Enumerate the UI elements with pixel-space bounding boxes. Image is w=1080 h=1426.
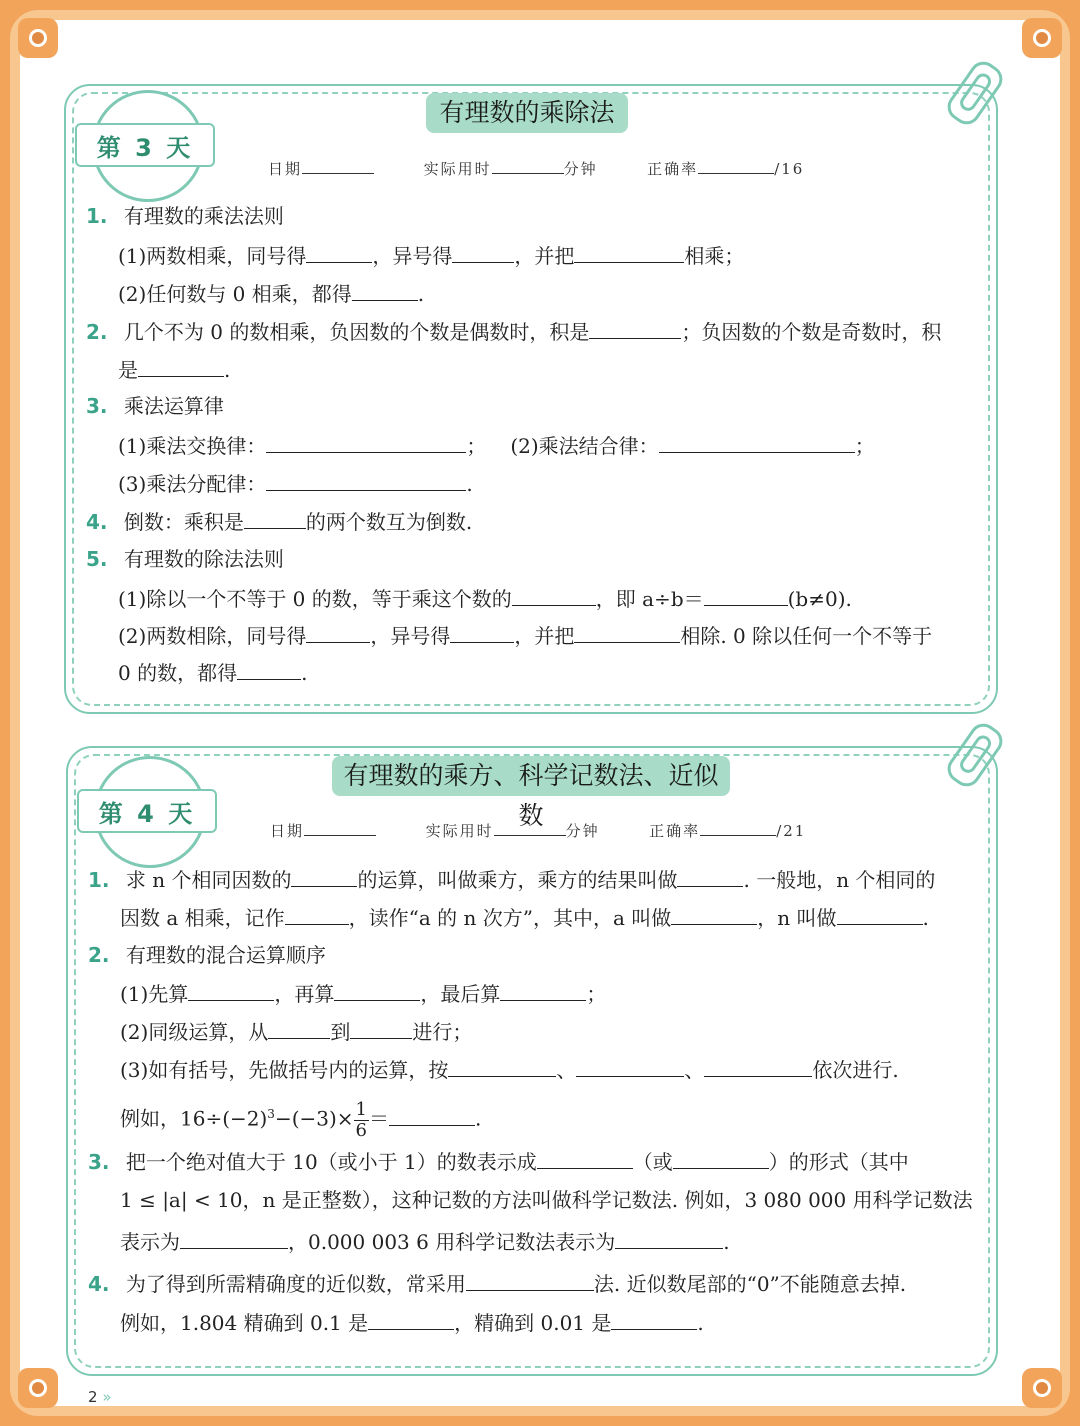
day4-item-2 <box>88 942 326 968</box>
corner-ring-icon <box>18 18 58 58</box>
text: 的运算，叫做乘方，乘方的结果叫做 <box>357 868 678 892</box>
day4-item-3c <box>120 1228 730 1255</box>
time-blank <box>494 821 566 836</box>
text: . <box>301 661 308 685</box>
day4-badge-label: 第 4 天 <box>98 799 196 828</box>
date-blank <box>302 159 374 174</box>
answer-blank <box>285 904 349 925</box>
text: ，精确到 0.01 是 <box>454 1311 612 1335</box>
text: 、 <box>556 1058 577 1082</box>
text: 0 的数，都得 <box>118 661 238 685</box>
text: 有理数的除法法则 <box>123 547 284 571</box>
text: 乘法运算律 <box>123 394 224 418</box>
answer-blank <box>512 585 596 606</box>
answer-blank <box>306 242 372 263</box>
item-number: 1. <box>88 868 110 892</box>
answer-blank <box>448 1056 556 1077</box>
accuracy-label: 正确率 <box>649 822 701 840</box>
day4-item-2c <box>120 1056 899 1083</box>
text: ；负因数的个数是奇数时，积 <box>681 320 942 344</box>
day3-badge-label: 第 3 天 <box>96 133 194 162</box>
day4-item-1 <box>88 866 935 893</box>
text: ； <box>854 434 875 458</box>
answer-blank <box>268 1018 330 1039</box>
answer-blank <box>180 1228 288 1249</box>
answer-blank <box>589 318 681 339</box>
item-number: 3. <box>88 1150 110 1174</box>
text: ，n 叫做 <box>757 906 837 930</box>
answer-blank <box>237 659 301 680</box>
answer-blank <box>266 470 466 491</box>
text: 的两个数互为倒数. <box>305 510 473 534</box>
day4-item-2b <box>120 1018 472 1045</box>
fraction <box>354 1100 369 1141</box>
fraction-numerator: 1 <box>355 1098 367 1120</box>
text: ，异号得 <box>370 624 451 648</box>
text: (3)乘法分配律： <box>118 472 267 496</box>
text: 因数 a 相乘，记作 <box>120 906 285 930</box>
next-arrow-icon: » <box>102 1388 112 1406</box>
text: 到 <box>330 1020 351 1044</box>
answer-blank <box>450 622 514 643</box>
corner-ring-icon <box>18 1368 58 1408</box>
text: (1)两数相乘，同号得 <box>118 244 307 268</box>
accuracy-total: /16 <box>774 160 805 178</box>
day3-item-3 <box>86 393 224 419</box>
text: 为了得到所需精确度的近似数，常采用 <box>125 1272 466 1296</box>
day4-item-4 <box>88 1270 906 1297</box>
answer-blank <box>659 432 855 453</box>
accuracy-label: 正确率 <box>647 160 699 178</box>
answer-blank <box>306 622 370 643</box>
day3-item-3b <box>118 470 473 497</box>
text: (2)任何数与 0 相乘，都得 <box>118 282 352 306</box>
fraction-denominator: 6 <box>355 1119 367 1141</box>
text: ，最后算 <box>420 982 501 1006</box>
day4-item-3b <box>120 1187 973 1213</box>
answer-blank <box>334 980 420 1001</box>
answer-blank <box>138 356 224 377</box>
day4-title: 有理数的乘方、科学记数法、近似数 <box>332 756 730 796</box>
corner-ring-icon <box>1022 1368 1062 1408</box>
text: 1 ≤ |a| < 10，n 是正整数），这种记数的方法叫做科学记数法. 例如，3 080 000 用科学记数法 <box>120 1188 973 1212</box>
time-label: 实际用时 <box>425 822 494 840</box>
item-number: 3. <box>86 394 108 418</box>
item-number: 2. <box>88 943 110 967</box>
text: （或 <box>632 1150 673 1174</box>
text: 、 <box>684 1058 705 1082</box>
text: 几个不为 0 的数相乘，负因数的个数是偶数时，积是 <box>123 320 590 344</box>
day3-item-1b <box>118 280 424 307</box>
text: (1)先算 <box>120 982 189 1006</box>
text: . <box>697 1311 704 1335</box>
text: 法. 近似数尾部的“0”不能随意去掉. <box>593 1272 907 1296</box>
page-number <box>88 1388 112 1406</box>
text: 例如，16÷(−2) <box>120 1106 268 1131</box>
text: −(−3)× <box>274 1106 354 1131</box>
day3-item-1a <box>118 242 744 269</box>
time-blank <box>492 159 564 174</box>
answer-blank <box>673 1148 769 1169</box>
answer-blank <box>368 1309 454 1330</box>
answer-blank <box>291 866 357 887</box>
item-number: 4. <box>86 510 108 534</box>
text: 进行； <box>412 1020 473 1044</box>
text: 倒数：乘积是 <box>123 510 244 534</box>
day3-meta <box>268 158 804 179</box>
text: ，读作“a 的 n 次方”，其中，a 叫做 <box>348 906 672 930</box>
item-number: 5. <box>86 547 108 571</box>
answer-blank <box>537 1148 633 1169</box>
day3-item-5 <box>86 546 284 572</box>
text: ）的形式（其中 <box>768 1150 909 1174</box>
day3-item-2 <box>86 318 941 345</box>
corner-ring-icon <box>1022 18 1062 58</box>
exponent: 3 <box>267 1107 275 1121</box>
text: 相乘； <box>684 244 745 268</box>
text: 例如，1.804 精确到 0.1 是 <box>120 1311 369 1335</box>
answer-blank <box>266 432 466 453</box>
answer-blank <box>671 904 757 925</box>
item-text: 有理数的乘法法则 <box>123 204 284 228</box>
text: 相除. 0 除以任何一个不等于 <box>680 624 933 648</box>
text: (2)同级运算，从 <box>120 1020 269 1044</box>
text: . <box>466 472 473 496</box>
day4-item-2a <box>120 980 606 1007</box>
answer-blank <box>352 280 418 301</box>
text: 表示为 <box>120 1230 180 1254</box>
date-blank <box>304 821 376 836</box>
day3-badge <box>92 90 204 202</box>
text: 依次进行. <box>812 1058 899 1082</box>
text: ，异号得 <box>372 244 453 268</box>
text: ，再算 <box>274 982 335 1006</box>
accuracy-blank <box>700 821 776 836</box>
answer-blank <box>452 242 514 263</box>
answer-blank <box>466 1270 594 1291</box>
day3-item-1 <box>86 203 284 229</box>
day3-title: 有理数的乘除法 <box>426 93 628 133</box>
text: . <box>922 906 929 930</box>
answer-blank <box>244 508 306 529</box>
answer-blank <box>574 242 684 263</box>
text: (2)乘法结合律： <box>510 434 659 458</box>
page-number-text: 2 <box>88 1388 98 1406</box>
text: (3)如有括号，先做括号内的运算，按 <box>120 1058 449 1082</box>
day4-meta <box>270 820 806 841</box>
answer-blank <box>574 622 680 643</box>
day3-item-5c <box>118 659 307 686</box>
answer-blank <box>576 1056 684 1077</box>
day4-item-3 <box>88 1148 909 1175</box>
text: ； <box>586 982 607 1006</box>
day4-badge <box>94 756 206 868</box>
minutes-label: 分钟 <box>565 822 600 840</box>
answer-blank <box>350 1018 412 1039</box>
day4-item-2d <box>120 1092 481 1141</box>
answer-blank <box>677 866 743 887</box>
item-number: 4. <box>88 1272 110 1296</box>
text: (1)乘法交换律： <box>118 434 267 458</box>
text: 是 <box>118 358 138 382</box>
day3-item-4 <box>86 508 472 535</box>
date-label: 日期 <box>268 160 303 178</box>
text: (1)除以一个不等于 0 的数，等于乘这个数的 <box>118 587 512 611</box>
text: ； <box>466 434 487 458</box>
day4-item-1b <box>120 904 929 931</box>
day3-item-5b <box>118 622 932 649</box>
text: (b≠0). <box>787 587 852 611</box>
minutes-label: 分钟 <box>563 160 598 178</box>
text: . <box>475 1106 482 1131</box>
text: . 一般地，n 个相同的 <box>743 868 936 892</box>
day3-item-3a <box>118 432 875 459</box>
text: . <box>723 1230 730 1254</box>
text: ，并把 <box>514 624 575 648</box>
text: . <box>224 358 231 382</box>
answer-blank <box>615 1228 723 1249</box>
time-label: 实际用时 <box>423 160 492 178</box>
answer-blank <box>704 585 788 606</box>
text: 求 n 个相同因数的 <box>125 868 292 892</box>
item-number: 1. <box>86 204 108 228</box>
answer-blank <box>611 1309 697 1330</box>
day3-item-2b <box>118 356 230 383</box>
text: . <box>417 282 425 306</box>
day4-item-4b <box>120 1309 704 1336</box>
date-label: 日期 <box>270 822 305 840</box>
answer-blank <box>704 1056 812 1077</box>
text: ＝ <box>369 1106 389 1131</box>
text: ，即 a÷b＝ <box>595 587 704 611</box>
answer-blank <box>837 904 923 925</box>
accuracy-total: /21 <box>776 822 807 840</box>
item-number: 2. <box>86 320 108 344</box>
text: 把一个绝对值大于 10（或小于 1）的数表示成 <box>125 1150 537 1174</box>
text: ，0.000 003 6 用科学记数法表示为 <box>288 1230 616 1254</box>
text: ，并把 <box>514 244 575 268</box>
accuracy-blank <box>698 159 774 174</box>
text: 有理数的混合运算顺序 <box>125 943 326 967</box>
day3-item-5a <box>118 585 852 612</box>
answer-blank <box>188 980 274 1001</box>
answer-blank <box>389 1105 475 1126</box>
answer-blank <box>500 980 586 1001</box>
text: (2)两数相除，同号得 <box>118 624 307 648</box>
